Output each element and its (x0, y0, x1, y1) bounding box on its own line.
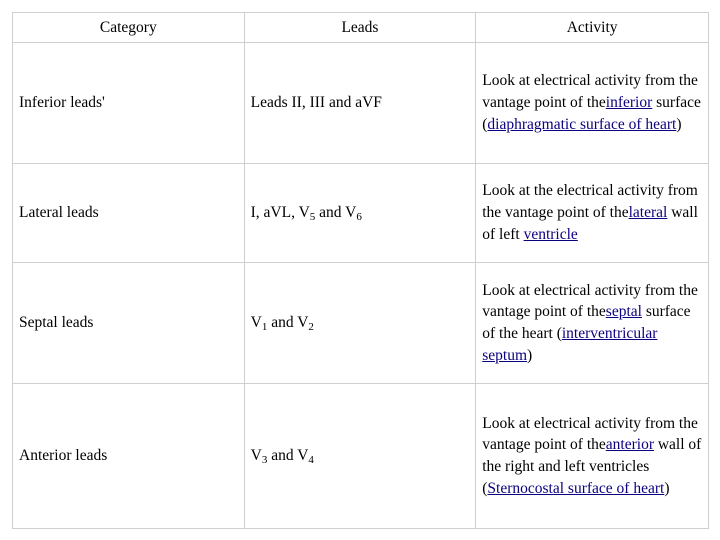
text-run: and V (267, 314, 309, 332)
text-run: and V (315, 204, 357, 222)
text-run: wall of left (482, 204, 698, 243)
leads-cell (244, 164, 476, 263)
table-row (13, 43, 709, 164)
text-run: Leads II, III and aVF (250, 94, 382, 112)
lead-subscript: 3 (261, 454, 268, 467)
activity-cell (476, 164, 709, 263)
header-leads: Leads (244, 13, 476, 43)
text-run: Look at the electrical activity from the vantage point of the (482, 182, 698, 222)
text-run: V (250, 314, 262, 332)
lead-subscript: 1 (261, 321, 268, 334)
text-run: Look at electrical activity from the vantage point of the (482, 281, 698, 321)
text-run: I, aVL, V (250, 204, 310, 222)
lead-subscript: 5 (309, 211, 316, 224)
leads-cell (244, 43, 476, 164)
text-run: wall of the right and left ventricles ( (482, 436, 702, 497)
text-run: V (250, 447, 262, 465)
activity-cell (476, 384, 709, 529)
header-row (13, 13, 709, 43)
wiki-link[interactable]: anterior (605, 436, 654, 454)
leads-cell (244, 384, 476, 529)
header-category: Category (13, 13, 245, 43)
text-run: and V (267, 447, 309, 465)
category-cell: Inferior leads' (13, 43, 245, 164)
wiki-link[interactable]: lateral (628, 204, 668, 222)
lead-subscript: 6 (356, 211, 362, 224)
category-cell: Septal leads (13, 263, 245, 384)
lead-subscript: 4 (308, 454, 314, 467)
text-run: ) (676, 115, 682, 133)
wiki-link[interactable]: Sternocostal surface of heart (487, 479, 665, 497)
text-run: surface of the heart ( (482, 303, 691, 342)
text-run: ) (527, 346, 533, 364)
ecg-leads-table (12, 12, 709, 529)
table-row (13, 384, 709, 529)
activity-cell (476, 43, 709, 164)
wiki-link[interactable]: diaphragmatic surface of heart (487, 115, 677, 133)
category-cell: Anterior leads (13, 384, 245, 529)
text-run: surface ( (482, 94, 701, 133)
category-cell: Lateral leads (13, 164, 245, 263)
activity-cell (476, 263, 709, 384)
lead-subscript: 2 (308, 321, 314, 334)
text-run: ) (664, 479, 670, 497)
leads-cell (244, 263, 476, 384)
table-row (13, 263, 709, 384)
header-activity: Activity (476, 13, 709, 43)
table-row (13, 164, 709, 263)
wiki-link[interactable]: septal (605, 303, 642, 321)
wiki-link[interactable]: inferior (605, 94, 653, 112)
text-run: Look at electrical activity from the vantage point of the (482, 72, 698, 112)
wiki-link[interactable]: ventricle (523, 225, 578, 243)
wiki-link[interactable]: interventricular septum (482, 325, 658, 364)
text-run: Look at electrical activity from the vantage point of the (482, 414, 698, 454)
